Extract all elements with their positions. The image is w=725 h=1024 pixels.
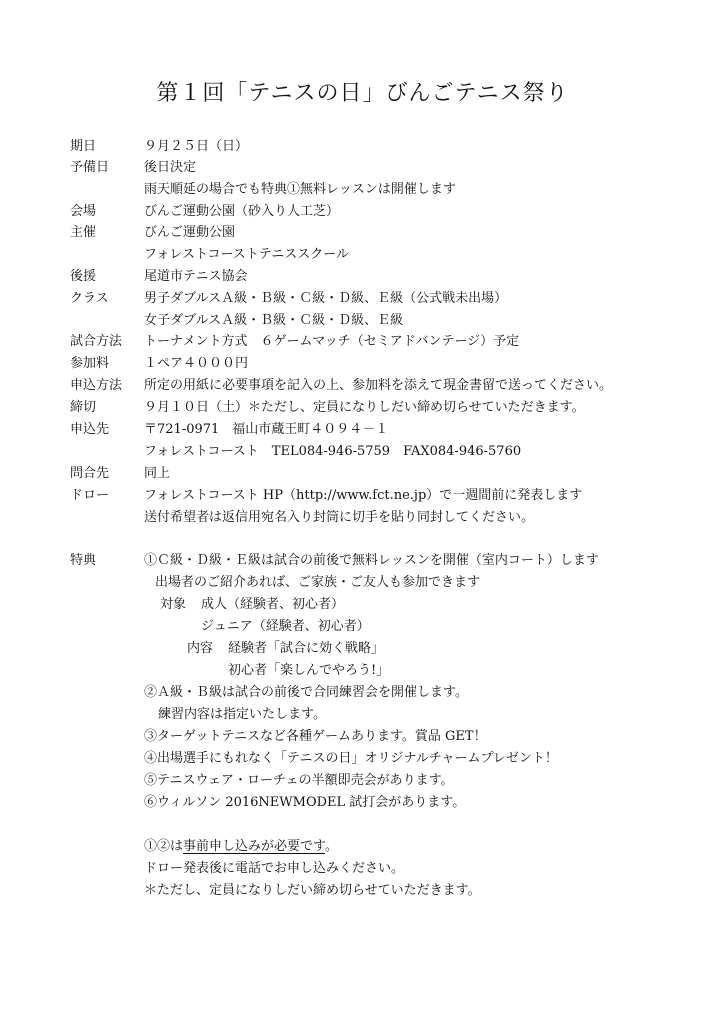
detail-row (0, 310, 725, 332)
perk-1: ①Ｃ級・Ｄ級・Ｅ級は試合の前後で無料レッスンを開催（室内コート）します (144, 553, 599, 568)
perk-1-note: 出場者のご紹介あれば、ご家族・ご友人も参加できます (155, 575, 481, 590)
detail-value: 同上 (144, 466, 171, 481)
detail-row (0, 288, 725, 310)
detail-row (0, 266, 725, 288)
detail-label: 締切 (70, 400, 97, 415)
detail-row (0, 397, 725, 419)
target-label: 対象 (160, 597, 187, 612)
detail-value: 女子ダブルスＡ級・Ｂ級・Ｃ級・Ｄ級、Ｅ級 (144, 313, 404, 328)
perk-6: ⑥ウィルソン 2016NEWMODEL 試打会があります。 (144, 795, 466, 810)
detail-label: クラス (70, 291, 109, 306)
note-line-3: ＊ただし、定員になりしだい締め切らせていただきます。 (144, 883, 481, 898)
detail-label: 参加料 (70, 356, 110, 371)
perk-2-note: 練習内容は指定いたします。 (158, 707, 326, 722)
perk-row (0, 550, 725, 572)
note-line-2: ドロー発表後に電話でお申し込みください。 (144, 861, 405, 876)
detail-row (0, 485, 725, 507)
note-prefix: ①②は (144, 839, 184, 854)
detail-label: 申込先 (70, 422, 110, 437)
perk-row (0, 682, 725, 704)
detail-value: 〒721-0971 福山市蔵王町４０９４－１ (144, 422, 389, 437)
detail-value: 所定の用紙に必要事項を記入の上、参加料を添えて現金書留で送ってください。 (144, 378, 613, 393)
detail-value: 男子ダブルスＡ級・Ｂ級・Ｃ級・Ｄ級、Ｅ級（公式戦未出場） (144, 291, 508, 306)
detail-row (0, 157, 725, 179)
perk-row (0, 616, 725, 638)
detail-row (0, 179, 725, 201)
perk-row (0, 660, 725, 682)
content-2: 初心者「楽しんでやろう!」 (228, 663, 390, 678)
perk-row (0, 770, 725, 792)
target-1: 成人（経験者、初心者） (201, 597, 345, 612)
detail-row (0, 222, 725, 244)
perk-3: ③ターゲットテニスなど各種ゲームあります。賞品 GET！ (144, 729, 487, 744)
detail-value: びんご運動公園 (144, 225, 236, 240)
note-row (0, 836, 725, 858)
note-underlined: 事前申し込みが必要です (183, 839, 325, 854)
detail-row (0, 201, 725, 223)
detail-row (0, 331, 725, 353)
detail-label: 会場 (70, 204, 97, 219)
perk-row (0, 638, 725, 660)
perk-row (0, 594, 725, 616)
perk-5: ⑤テニスウェア・ローチェの半額即売会があります。 (144, 773, 454, 788)
perks-label: 特典 (70, 553, 97, 568)
detail-row (0, 463, 725, 485)
detail-value: トーナメント方式 ６ゲームマッチ（セミアドバンテージ）予定 (144, 334, 520, 349)
content-label: 内容 (187, 641, 214, 656)
detail-row (0, 507, 725, 529)
detail-row (0, 136, 725, 158)
document-title: 第１回「テニスの日」びんごテニス祭り (156, 81, 569, 106)
detail-value: フォレストコースト TEL084-946-5759 FAX084-946-5760 (144, 444, 522, 459)
detail-value: フォレストコースト HP（http://www.fct.ne.jp）で一週間前に発表します (144, 488, 583, 503)
detail-row (0, 353, 725, 375)
perk-row (0, 792, 725, 814)
note-row (0, 880, 725, 902)
note-line-1 (144, 836, 338, 858)
detail-value: 雨天順延の場合でも特典①無料レッスンは開催します (144, 182, 456, 197)
detail-value: ９月２５日（日） (144, 139, 249, 154)
detail-row (0, 441, 725, 463)
detail-label: 後援 (70, 269, 97, 284)
detail-label: 主催 (70, 225, 97, 240)
detail-value: びんご運動公園（砂入り人工芝） (144, 204, 340, 219)
detail-value: 後日決定 (144, 160, 197, 175)
note-suffix: 。 (324, 839, 338, 854)
detail-row (0, 244, 725, 266)
detail-label: ドロー (70, 488, 110, 503)
perk-4: ④出場選手にもれなく「テニスの日」オリジナルチャームプレゼント！ (144, 751, 558, 766)
perk-row (0, 748, 725, 770)
detail-value: フォレストコーストテニススクール (144, 247, 350, 262)
detail-label: 申込方法 (70, 378, 123, 393)
detail-label: 試合方法 (70, 334, 123, 349)
detail-value: ９月１０日（土）＊ただし、定員になりしだい締め切らせていただきます。 (144, 400, 585, 415)
detail-row (0, 419, 725, 441)
content-1: 経験者「試合に効く戦略」 (228, 641, 385, 656)
note-row (0, 858, 725, 880)
perk-row (0, 704, 725, 726)
detail-label: 問合先 (70, 466, 110, 481)
detail-label: 予備日 (70, 160, 110, 175)
perk-row (0, 572, 725, 594)
detail-value: １ペア４０００円 (144, 356, 249, 371)
perk-row (0, 726, 725, 748)
detail-value: 尾道市テニス協会 (144, 269, 248, 284)
detail-value: 送付希望者は返信用宛名入り封筒に切手を貼り同封してください。 (144, 510, 535, 525)
target-2: ジュニア（経験者、初心者） (201, 619, 370, 634)
detail-label: 期日 (70, 139, 97, 154)
perk-2: ②Ａ級・Ｂ級は試合の前後で合同練習会を開催します。 (144, 685, 468, 700)
detail-row (0, 375, 725, 397)
